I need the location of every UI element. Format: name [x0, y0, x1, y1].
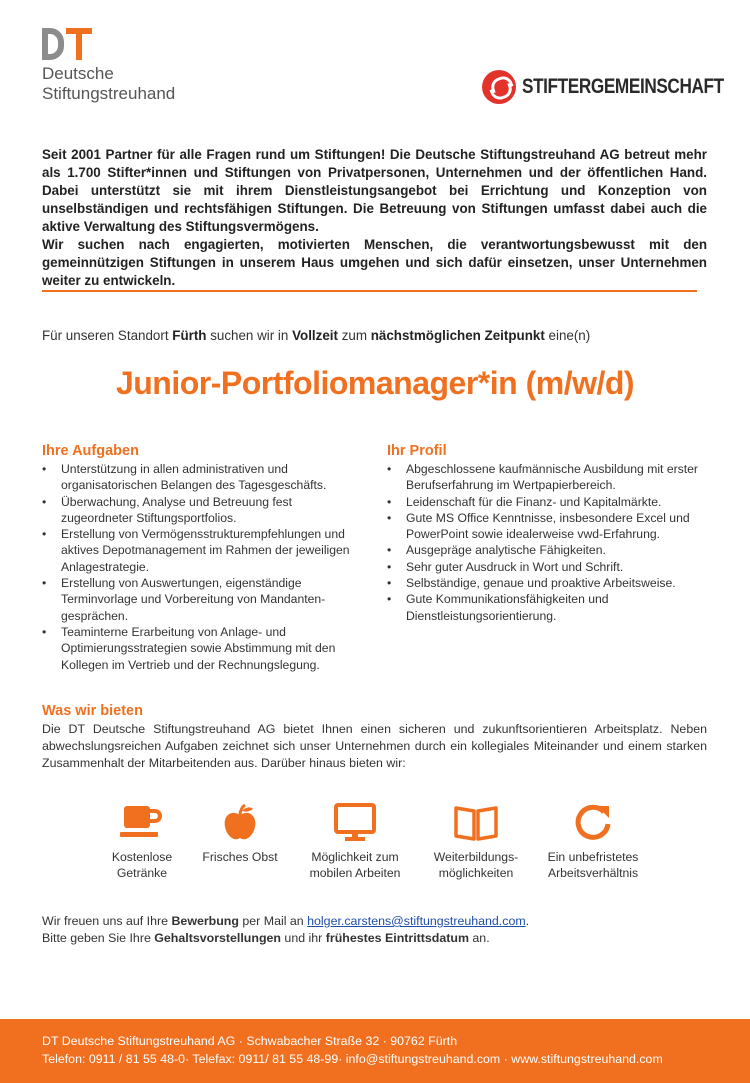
open-book-icon [416, 803, 536, 843]
list-item: • Teaminterne Erarbeitung von Anlage- und Optimierungsstrategien sowie Abstimmung mit den Kollegen im Vertrieb und der Rechnungslegung. [42, 624, 367, 673]
benefits-row [0, 803, 750, 893]
intro-divider [42, 290, 697, 292]
intro-text [42, 146, 707, 290]
intro-paragraph-1: Seit 2001 Partner für alle Fragen rund um Stiftungen! Die Deutsche Stiftungstreuhand AG betreut mehr als 1.700 Stifter*innen und Stiftungen von Privatpersonen, Unternehmen und der öffentlichen Hand. Dabei unterstützt sie mit ihrem Dienstleistungsangebot bei Errichtung und Konzeption von unselbständigen und rechtsfähigen Stiftungen. Die Betreuung von Stiftungen umfasst dabei auch die aktive Verwaltung des Stiftungsvermögens. [42, 147, 707, 234]
dt-logo-name [42, 64, 212, 104]
benefit-label: Weiterbildungs- möglichkeiten [433, 850, 519, 880]
tasks-title: Ihre Aufgaben [42, 443, 139, 459]
benefit-item [533, 803, 653, 881]
footer [0, 1019, 750, 1083]
footer-address: DT Deutsche Stiftungstreuhand AG · Schwabacher Straße 32 · 90762 Fürth [42, 1034, 458, 1048]
offer-section [42, 703, 707, 771]
list-item: • Erstellung von Auswertungen, eigenständige Terminvorlage und Vorbereitung von Mandanten-gesprächen. [42, 575, 367, 624]
tasks-list [42, 461, 367, 673]
lead-employment: Vollzeit [292, 328, 338, 343]
intro-paragraph-2: Wir suchen nach engagierten, motivierten Menschen, die verantwortungsbewusst mit den gemeinnützigen Stiftungen in unserem Haus umgehen und sich dafür einsetzen, unser Unternehmen weiter zu entwickeln. [42, 237, 707, 288]
profile-title: Ihr Profil [387, 443, 447, 459]
list-item: • Leidenschaft für die Finanz- und Kapitalmärkte. [387, 494, 707, 510]
stiftergemeinschaft-logo [482, 70, 750, 104]
list-item: • Abgeschlossene kaufmännische Ausbildung mit erster Berufserfahrung im Wertpapierbereich. [387, 461, 707, 494]
monitor-icon [295, 803, 415, 843]
job-title: Junior-Portfoliomanager*in (m/w/d) [115, 365, 635, 401]
email-link[interactable]: holger.carstens@stiftungstreuhand.com [307, 914, 526, 928]
list-item: • Überwachung, Analyse und Betreuung fest zugeordneter Stiftungsportfolios. [42, 494, 367, 527]
benefit-label: Ein unbefristetes Arbeitsverhältnis [547, 850, 639, 880]
stiftergemeinschaft-icon [482, 70, 516, 104]
list-item: • Unterstützung in allen administrativen und organisatorischen Belangen des Tagesgeschäfts. [42, 461, 367, 494]
benefit-item [416, 803, 536, 881]
footer-contact: Telefon: 0911 / 81 55 48-0· Telefax: 0911/ 81 55 48-99· info@stiftungstreuhand.com · www.stiftungstreuhand.com [42, 1051, 663, 1066]
benefit-item [295, 803, 415, 881]
profile-list [387, 461, 707, 624]
application-line-2: Bitte geben Sie Ihre Gehaltsvorstellungen und ihr frühestes Eintrittsdatum an. [42, 930, 490, 945]
list-item: • Sehr guter Ausdruck in Wort und Schrift. [387, 559, 707, 575]
dt-logo-mark [42, 24, 212, 60]
list-item: • Erstellung von Vermögensstrukturempfehlungen und aktives Depotmanagement im Rahmen der jeweiligen Anlagestrategie. [42, 526, 367, 575]
lead-text: suchen wir in [206, 328, 293, 343]
application-line-1: Wir freuen uns auf Ihre Bewerbung per Mail an holger.carstens@stiftungstreuhand.com. [42, 914, 530, 928]
benefit-item [180, 803, 300, 865]
stiftergemeinschaft-logo-text: STIFTERGEMEINSCHAFT [522, 75, 724, 98]
dt-logo-name-line2: Stiftungstreuhand [42, 84, 176, 103]
offer-title: Was wir bieten [42, 703, 143, 719]
benefit-label: Kostenlose Getränke [111, 850, 173, 880]
dt-logo [42, 24, 212, 104]
refresh-icon [533, 803, 653, 843]
list-item: • Gute MS Office Kenntnisse, insbesondere Excel und PowerPoint sowie idealerweise vwd-Erfahrung. [387, 510, 707, 543]
list-item: • Selbständige, genaue und proaktive Arbeitsweise. [387, 575, 707, 591]
lead-text: zum [337, 328, 371, 343]
lead-start-date: nächstmöglichen Zeitpunkt [370, 328, 545, 343]
lead-text: Für unseren Standort [42, 328, 173, 343]
benefit-label: Frisches Obst [202, 850, 278, 864]
list-item: • Ausgepräge analytische Fähigkeiten. [387, 542, 707, 558]
tasks-section [42, 443, 367, 673]
benefit-label: Möglichkeit zum mobilen Arbeiten [309, 850, 401, 880]
list-item: • Gute Kommunikationsfähigkeiten und Dienstleistungsorientierung. [387, 591, 707, 624]
lead-location: Fürth [172, 328, 207, 343]
offer-text: Die DT Deutsche Stiftungstreuhand AG bietet Ihnen einen sicheren und zukunftsorientieren Arbeitsplatz. Neben abwechslungsreichen Aufgaben zeichnet sich unser Unternehmen durch ein kollegiales Miteinander und einem starken Zusammenhalt der Mitarbeitenden aus. Darüber hinaus bieten wir: [42, 722, 707, 770]
lead-sentence [42, 328, 590, 343]
application-info [42, 913, 529, 946]
lead-text: eine(n) [544, 328, 591, 343]
profile-section [387, 443, 707, 624]
dt-logo-name-line1: Deutsche [42, 64, 114, 83]
apple-icon [180, 803, 300, 843]
